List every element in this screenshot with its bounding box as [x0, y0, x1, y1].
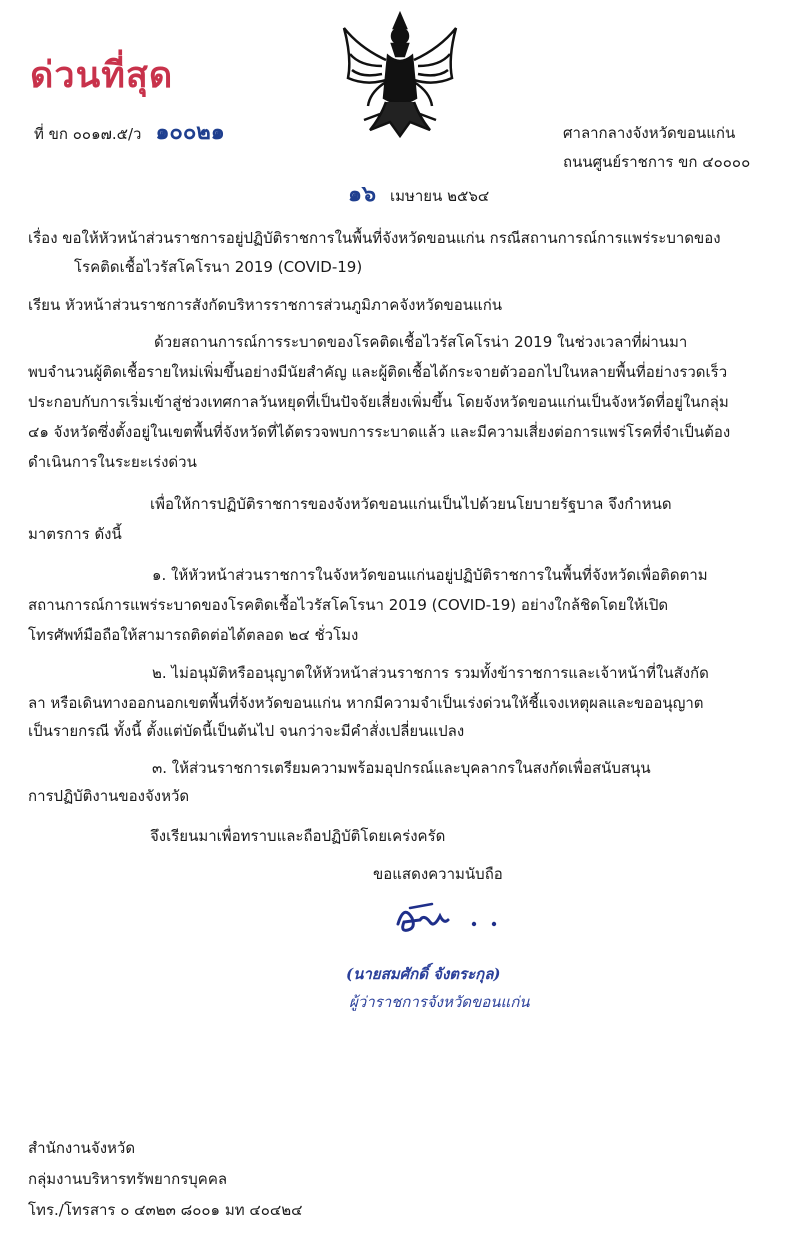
sender-address-line1: ศาลากลางจังหวัดขอนแก่น	[563, 124, 736, 142]
handwritten-signature	[390, 894, 520, 944]
subject-line1: เรื่อง ขอให้หัวหน้าส่วนราชการอยู่ปฏิบัติราชการในพื้นที่จังหวัดขอนแก่น กรณีสถานการณ์การแพร่ระบาดของ	[28, 229, 721, 247]
paragraph1-line: ดำเนินการในระยะเร่งด่วน	[28, 453, 197, 471]
signature-closing: ขอแสดงความนับถือ	[373, 865, 503, 883]
measure2-line: ลา หรือเดินทางออกนอกเขตพื้นที่จังหวัดขอนแก่น หากมีความจำเป็นเร่งด่วนให้ชี้แจงเหตุผลและขออนุญาต	[28, 694, 704, 712]
footer-contact: โทร./โทรสาร ๐ ๔๓๒๓ ๘๐๐๑ มท ๔๐๔๒๔	[28, 1201, 303, 1219]
document-number-handwritten: ๑๐๐๒๑	[155, 119, 225, 145]
paragraph1-line: ด้วยสถานการณ์การระบาดของโรคติดเชื้อไวรัสโคโรน่า 2019 ในช่วงเวลาที่ผ่านมา	[154, 333, 688, 351]
footer-division: กลุ่มงานบริหารทรัพยากรบุคคล	[28, 1170, 228, 1188]
subject-line2: โรคติดเชื้อไวรัสโคโรนา 2019 (COVID-19)	[74, 258, 363, 276]
paragraph1-line: พบจำนวนผู้ติดเชื้อรายใหม่เพิ่มขึ้นอย่างมีนัยสำคัญ และผู้ติดเชื้อได้กระจายตัวออกไปในหลายพื้นที่อย่างรวดเร็ว	[28, 363, 728, 381]
paragraph1-line: ๔๑ จังหวัดซึ่งตั้งอยู่ในเขตพื้นที่จังหวัดที่ได้ตรวจพบการระบาดแล้ว และมีความเสี่ยงต่อการแพร่โรคที่จำเป็นต้อง	[28, 423, 731, 441]
date-month-year: เมษายน ๒๕๖๔	[389, 187, 490, 205]
garuda-emblem-icon	[330, 8, 470, 143]
document-date	[348, 176, 489, 211]
sender-address-line2: ถนนศูนย์ราชการ ขก ๔๐๐๐๐	[563, 153, 751, 171]
measure1-line: โทรศัพท์มือถือให้สามารถติดต่อได้ตลอด ๒๔ ชั่วโมง	[28, 626, 359, 644]
closing-request: จึงเรียนมาเพื่อทราบและถือปฏิบัติโดยเคร่งครัด	[150, 827, 446, 845]
signatory-position: ผู้ว่าราชการจังหวัดขอนแก่น	[349, 993, 530, 1011]
measure2-line: เป็นรายกรณี ทั้งนี้ ตั้งแต่บัดนี้เป็นต้นไป จนกว่าจะมีคำสั่งเปลี่ยนแปลง	[28, 722, 465, 740]
recipient-line: เรียน หัวหน้าส่วนราชการสังกัดบริหารราชการส่วนภูมิภาคจังหวัดขอนแก่น	[28, 296, 503, 314]
measure3-line: ๓. ให้ส่วนราชการเตรียมความพร้อมอุปกรณ์และบุคลากรในสงกัดเพื่อสนับสนุน	[152, 759, 651, 777]
measure2-line: ๒. ไม่อนุมัติหรืออนุญาตให้หัวหน้าส่วนราชการ รวมทั้งข้าราชการและเจ้าหน้าที่ในสังกัด	[152, 664, 709, 682]
urgency-stamp: ด่วนที่สุด	[30, 54, 174, 96]
document-number	[34, 114, 225, 149]
signatory-name: (นายสมศักดิ์ จังตระกุล)	[346, 965, 501, 983]
date-day-handwritten: ๑๖	[348, 181, 376, 207]
paragraph2-line: เพื่อให้การปฏิบัติราชการของจังหวัดขอนแก่นเป็นไปด้วยนโยบายรัฐบาล จึงกำหนด	[150, 495, 672, 513]
measure1-line: ๑. ให้หัวหน้าส่วนราชการในจังหวัดขอนแก่นอยู่ปฏิบัติราชการในพื้นที่จังหวัดเพื่อติดตาม	[152, 566, 708, 584]
paragraph1-line: ประกอบกับการเริ่มเข้าสู่ช่วงเทศกาลวันหยุดที่เป็นปัจจัยเสี่ยงเพิ่มขึ้น โดยจังหวัดขอนแก่นเป็นจังหวัดที่อยู่ในกลุ่ม	[28, 393, 729, 411]
measure1-line: สถานการณ์การแพร่ระบาดของโรคติดเชื้อไวรัสโคโรนา 2019 (COVID-19) อย่างใกล้ชิดโดยให้เปิด	[28, 596, 669, 614]
measure3-line: การปฏิบัติงานของจังหวัด	[28, 787, 190, 805]
document-number-prefix: ที่ ขก ๐๐๑๗.๕/ว	[34, 125, 142, 143]
paragraph2-line: มาตรการ ดังนี้	[28, 525, 122, 543]
footer-office: สำนักงานจังหวัด	[28, 1139, 136, 1157]
